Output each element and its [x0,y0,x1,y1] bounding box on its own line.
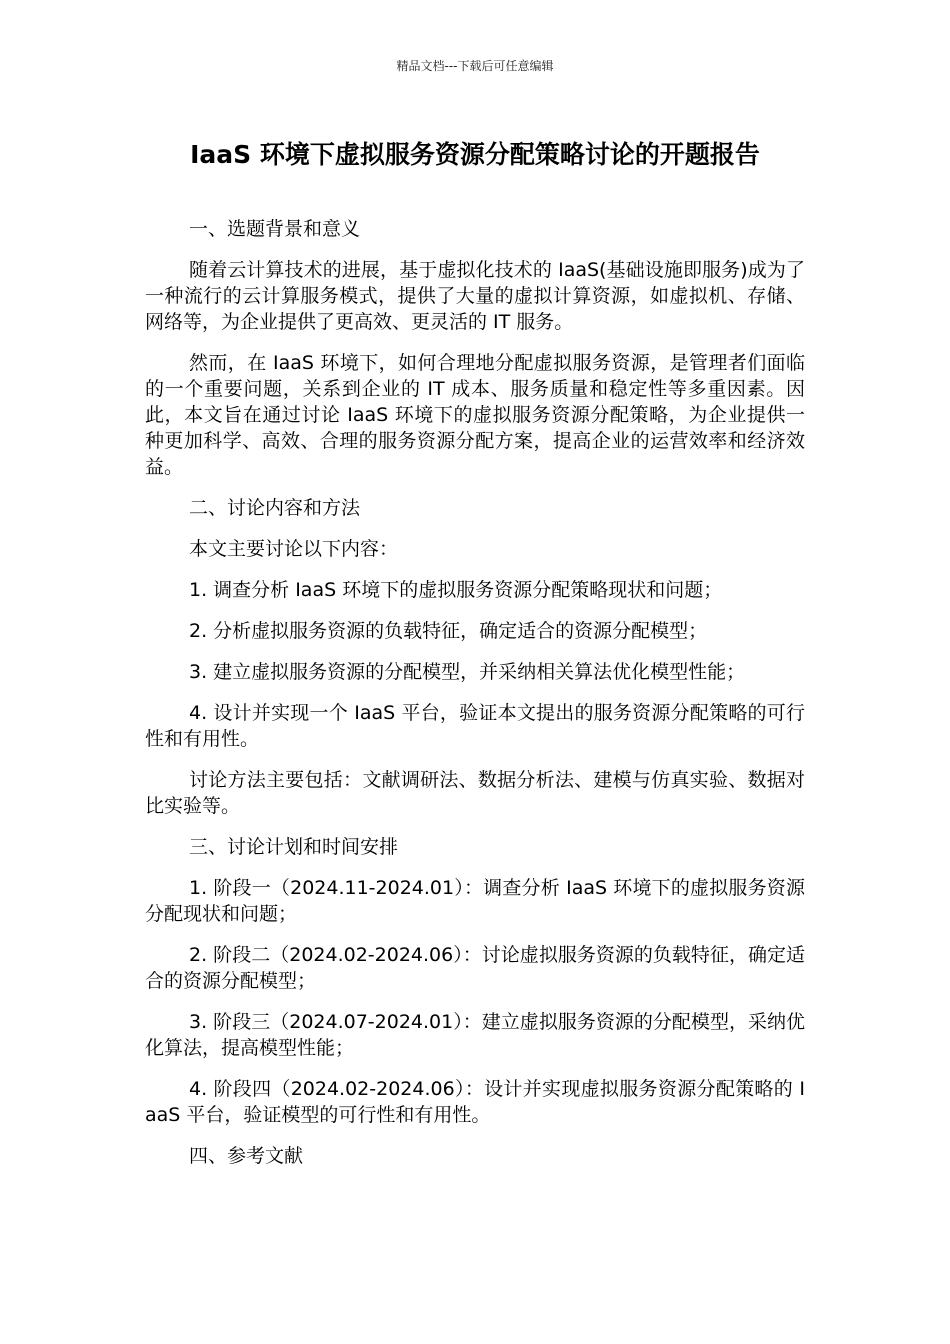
list-item: 4. 设计并实现一个 IaaS 平台，验证本文提出的服务资源分配策略的可行性和有用性。 [145,702,805,750]
list-item: 4. 阶段四（2024.02-2024.06）：设计并实现虚拟服务资源分配策略的 IaaS 平台，验证模型的可行性和有用性。 [145,1078,805,1126]
paragraph: 本文主要讨论以下内容： [189,538,399,560]
paragraph: 然而，在 IaaS 环境下，如何合理地分配虚拟服务资源，是管理者们面临的一个重要问题，关系到企业的 IT 成本、服务质量和稳定性等多重因素。因此，本文旨在通过讨论 IaaS 环境下的虚拟服务资源分配策略，为企业提供一种更加科学、高效、合理的服务资源分配方案，提高企业的运营效率和经济效益。 [145,352,805,478]
document-title: IaaS 环境下虚拟服务资源分配策略讨论的开题报告 [190,140,760,169]
paragraph: 讨论方法主要包括：文献调研法、数据分析法、建模与仿真实验、数据对比实验等。 [145,769,805,817]
section-heading-references: 四、参考文献 [189,1145,304,1167]
list-item: 2. 分析虚拟服务资源的负载特征，确定适合的资源分配模型； [189,620,708,642]
paragraph: 随着云计算技术的进展，基于虚拟化技术的 IaaS(基础设施即服务)成为了一种流行的云计算服务模式，提供了大量的虚拟计算资源，如虚拟机、存储、网络等，为企业提供了更高效、更灵活的 IT 服务。 [145,259,805,333]
document-body [145,216,805,1184]
header-note: 精品文档---下载后可任意编辑 [396,59,554,73]
section-heading-content-methods: 二、讨论内容和方法 [189,497,361,519]
list-item: 3. 阶段三（2024.07-2024.01）：建立虚拟服务资源的分配模型，采纳优化算法，提高模型性能； [145,1011,805,1059]
section-heading-schedule: 三、讨论计划和时间安排 [189,836,399,858]
section-heading-background: 一、选题背景和意义 [189,218,361,240]
list-item: 1. 阶段一（2024.11-2024.01）：调查分析 IaaS 环境下的虚拟服务资源分配现状和问题； [145,877,805,925]
list-item: 3. 建立虚拟服务资源的分配模型，并采纳相关算法优化模型性能； [189,661,746,683]
list-item: 1. 调查分析 IaaS 环境下的虚拟服务资源分配策略现状和问题； [189,579,723,601]
list-item: 2. 阶段二（2024.02-2024.06）：讨论虚拟服务资源的负载特征，确定适合的资源分配模型； [145,944,805,992]
